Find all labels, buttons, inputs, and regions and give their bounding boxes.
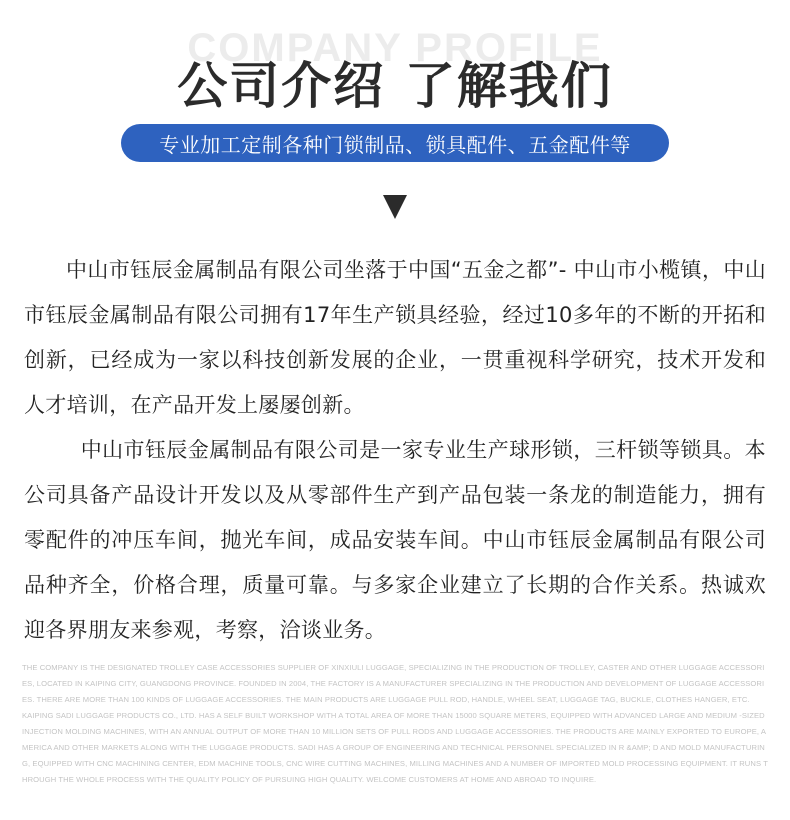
subtitle-text: 专业加工定制各种门锁制品、锁具配件、五金配件等	[159, 132, 631, 157]
background-watermark-title: COMPANY PROFILE	[187, 26, 603, 70]
description-paragraph-2: 中山市钰辰金属制品有限公司是一家专业生产球形锁，三杆锁等锁具。本公司具备产品设计开发以及从零部件生产到产品包装一条龙的制造能力，拥有零配件的冲压车间，抛光车间，成品安装车间。中山市钰辰金属制品有限公司品种齐全，价格合理，质量可靠。与多家企业建立了长期的合作关系。热诚欢迎各界朋友来参观，考察，洽谈业务。	[24, 438, 766, 642]
description-paragraph-1: 中山市钰辰金属制品有限公司坐落于中国“五金之都”- 中山市小榄镇，中山市钰辰金属制品有限公司拥有17年生产锁具经验，经过10多年的不断的开拓和创新，已经成为一家以科技创新发展的企业，一贯重视科学研究，技术开发和人才培训，在产品开发上屡屡创新。	[24, 258, 766, 417]
english-description	[22, 660, 768, 788]
triangle-down-icon	[383, 195, 407, 219]
page-title: 公司介绍 了解我们	[177, 57, 613, 115]
english-paragraph-1: THE COMPANY IS THE DESIGNATED TROLLEY CASE ACCESSORIES SUPPLIER OF XINXIULI LUGGAGE, SPECIALIZING IN THE PRODUCTION OF TROLLEY, CASTER AND OTHER LUGGAGE ACCESSORIES, LOCATED IN KAIPING CITY, GUANGDONG PROVINCE. FOUNDED IN 2004, THE FACTORY IS A MANUFACTURER SPECIALIZING IN THE PRODUCTION AND DEVELOPMENT OF LUGGAGE ACCESSORIES. THERE ARE MORE THAN 100 KINDS OF LUGGAGE ACCESSORIES. THE MAIN PRODUCTS ARE LUGGAGE PULL ROD, HANDLE, WHEEL SEAT, LUGGAGE TAG, BUCKLE, CLOTHES HANGER, ETC.	[22, 663, 765, 704]
company-description	[24, 248, 766, 653]
subtitle-banner	[121, 124, 669, 162]
english-paragraph-2: KAIPING SADI LUGGAGE PRODUCTS CO., LTD. HAS A SELF BUILT WORKSHOP WITH A TOTAL AREA OF MORE THAN 15000 SQUARE METERS, EQUIPPED WITH ADVANCED LARGE AND MEDIUM -SIZED INJECTION MOLDING MACHINES, WITH AN ANNUAL OUTPUT OF MORE THAN 10 MILLION SETS OF PULL RODS AND LUGGAGE ACCESSORIES. THE PRODUCTS ARE MAINLY EXPORTED TO EUROPE, AMERICA AND OTHER MARKETS ALONG WITH THE LUGGAGE PRODUCTS. SADI HAS A GROUP OF ENGINEERING AND TECHNICAL PERSONNEL SPECIALIZED IN R &AMP; D AND MOLD MANUFACTURING, EQUIPPED WITH CNC MACHINING CENTER, EDM MACHINE TOOLS, CNC WIRE CUTTING MACHINES, MILLING MACHINES AND A NUMBER OF IMPORTED MOLD PROCESSING EQUIPMENT. IT RUNS THROUGH THE WHOLE PROCESS WITH THE QUALITY POLICY OF PURSUING HIGH QUALITY. WELCOME CUSTOMERS AT HOME AND ABROAD TO INQUIRE.	[22, 711, 768, 784]
